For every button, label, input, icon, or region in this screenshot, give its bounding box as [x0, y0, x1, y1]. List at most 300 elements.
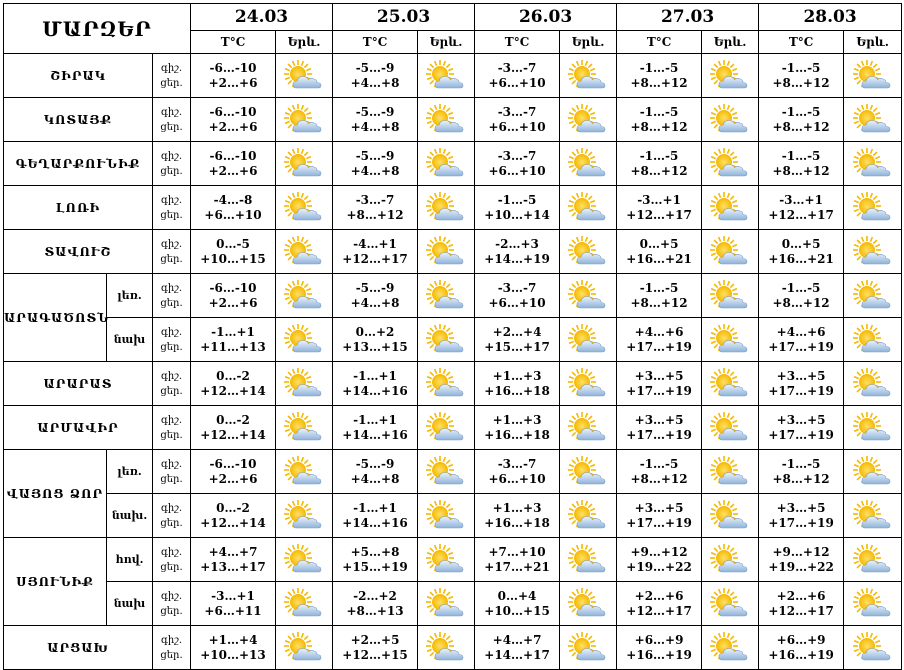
- night-label: գիշ.: [160, 106, 183, 118]
- day-label: ցեր.: [160, 385, 183, 397]
- night-temperature: -1…+1: [211, 324, 255, 339]
- table-row: [4, 142, 902, 186]
- day-temperature: +14…+16: [342, 515, 408, 530]
- night-temperature: +3…+5: [776, 500, 826, 515]
- temperature-cell: [475, 406, 560, 450]
- partly-cloudy-icon: [844, 494, 902, 538]
- period-labels: [153, 538, 191, 582]
- partly-cloudy-icon: [560, 54, 617, 98]
- day-temperature: +15…+17: [484, 339, 550, 354]
- partly-cloudy-icon: [702, 406, 759, 450]
- subregion-label: հով.: [107, 538, 153, 582]
- day-temperature: +16…+21: [768, 251, 834, 266]
- night-temperature: -3…-7: [497, 60, 537, 75]
- day-temperature: +4…+8: [350, 295, 400, 310]
- temperature-cell: [333, 450, 418, 494]
- temperature-cell: [617, 318, 702, 362]
- night-temperature: +1…+4: [208, 632, 258, 647]
- night-temperature: 0…-2: [216, 500, 250, 515]
- temperature-cell: [191, 142, 276, 186]
- table-row: [4, 274, 902, 318]
- partly-cloudy-icon: [702, 186, 759, 230]
- night-temperature: 0…+2: [355, 324, 395, 339]
- night-temperature: +4…+7: [492, 632, 542, 647]
- night-temperature: -3…-7: [497, 280, 537, 295]
- night-temperature: +3…+5: [776, 412, 826, 427]
- period-labels: [153, 274, 191, 318]
- temperature-cell: [333, 274, 418, 318]
- partly-cloudy-icon: [844, 318, 902, 362]
- day-temperature: +8…+12: [630, 119, 688, 134]
- night-temperature: -3…+1: [779, 192, 823, 207]
- night-temperature: -1…-5: [639, 280, 679, 295]
- partly-cloudy-icon: [702, 230, 759, 274]
- night-temperature: +3…+5: [634, 368, 684, 383]
- date-header: 26.03: [475, 4, 617, 31]
- day-temperature: +19…+22: [768, 559, 834, 574]
- partly-cloudy-icon: [418, 494, 475, 538]
- partly-cloudy-icon: [276, 362, 333, 406]
- day-temperature: +2…+6: [208, 119, 258, 134]
- day-temperature: +10…+15: [200, 251, 266, 266]
- day-temperature: +6…+10: [488, 163, 546, 178]
- day-temperature: +16…+19: [626, 647, 692, 662]
- night-temperature: -3…-7: [497, 148, 537, 163]
- temperature-cell: [191, 54, 276, 98]
- night-temperature: -1…-5: [639, 60, 679, 75]
- day-temperature: +2…+6: [208, 163, 258, 178]
- temperature-cell: [759, 54, 844, 98]
- day-label: ցեր.: [160, 605, 183, 617]
- day-temperature: +6…+11: [204, 603, 262, 618]
- table-row: [4, 54, 902, 98]
- period-labels: [153, 318, 191, 362]
- partly-cloudy-icon: [702, 274, 759, 318]
- regions-header: ՄԱՐԶԵՐ: [4, 4, 191, 54]
- night-temperature: -4…-8: [213, 192, 253, 207]
- temperature-cell: [191, 494, 276, 538]
- night-temperature: +3…+5: [776, 368, 826, 383]
- day-temperature: +8…+12: [630, 75, 688, 90]
- partly-cloudy-icon: [418, 318, 475, 362]
- night-temperature: -3…-7: [355, 192, 395, 207]
- temp-column-header: T°C: [333, 31, 418, 54]
- day-temperature: +17…+19: [626, 383, 692, 398]
- night-temperature: +2…+6: [776, 588, 826, 603]
- temperature-cell: [333, 318, 418, 362]
- temperature-cell: [475, 538, 560, 582]
- partly-cloudy-icon: [418, 274, 475, 318]
- region-name: ԳԵՂԱՐՔՈՒՆԻՔ: [4, 142, 153, 186]
- day-label: ցեր.: [160, 649, 183, 661]
- period-labels: [153, 450, 191, 494]
- temp-column-header: T°C: [759, 31, 844, 54]
- night-temperature: -6…-10: [209, 104, 257, 119]
- weather-column-header: Երև.: [844, 31, 902, 54]
- weather-column-header: Երև.: [560, 31, 617, 54]
- night-label: գիշ.: [160, 238, 183, 250]
- day-temperature: +8…+12: [772, 163, 830, 178]
- partly-cloudy-icon: [844, 98, 902, 142]
- temperature-cell: [617, 582, 702, 626]
- partly-cloudy-icon: [276, 54, 333, 98]
- night-temperature: -1…-5: [781, 280, 821, 295]
- temperature-cell: [759, 406, 844, 450]
- night-temperature: +1…+3: [492, 500, 542, 515]
- temperature-cell: [475, 450, 560, 494]
- night-temperature: -5…-9: [355, 104, 395, 119]
- table-row: [4, 318, 902, 362]
- temperature-cell: [191, 582, 276, 626]
- day-temperature: +14…+17: [484, 647, 550, 662]
- temperature-cell: [617, 54, 702, 98]
- temperature-cell: [333, 538, 418, 582]
- partly-cloudy-icon: [276, 494, 333, 538]
- day-temperature: +10…+14: [484, 207, 550, 222]
- subregion-label: նախ: [107, 582, 153, 626]
- night-label: գիշ.: [160, 62, 183, 74]
- partly-cloudy-icon: [418, 362, 475, 406]
- region-name: ՎԱՅՈՑ ՁՈՐ: [4, 450, 107, 538]
- partly-cloudy-icon: [276, 406, 333, 450]
- partly-cloudy-icon: [276, 98, 333, 142]
- date-header: 27.03: [617, 4, 759, 31]
- partly-cloudy-icon: [844, 450, 902, 494]
- partly-cloudy-icon: [844, 582, 902, 626]
- day-label: ցեր.: [160, 297, 183, 309]
- temperature-cell: [191, 274, 276, 318]
- temperature-cell: [333, 582, 418, 626]
- night-temperature: -5…-9: [355, 148, 395, 163]
- partly-cloudy-icon: [560, 230, 617, 274]
- day-temperature: +4…+8: [350, 471, 400, 486]
- night-temperature: +2…+5: [350, 632, 400, 647]
- day-temperature: +2…+6: [208, 295, 258, 310]
- day-temperature: +16…+18: [484, 515, 550, 530]
- temperature-cell: [191, 450, 276, 494]
- day-temperature: +16…+18: [484, 427, 550, 442]
- day-label: ցեր.: [160, 473, 183, 485]
- temperature-cell: [475, 494, 560, 538]
- partly-cloudy-icon: [560, 450, 617, 494]
- day-temperature: +8…+12: [772, 295, 830, 310]
- partly-cloudy-icon: [276, 450, 333, 494]
- night-temperature: -2…+2: [353, 588, 397, 603]
- partly-cloudy-icon: [418, 98, 475, 142]
- night-temperature: +6…+9: [634, 632, 684, 647]
- date-header: 28.03: [759, 4, 902, 31]
- temperature-cell: [333, 406, 418, 450]
- temperature-cell: [759, 362, 844, 406]
- night-temperature: -1…-5: [497, 192, 537, 207]
- temperature-cell: [333, 230, 418, 274]
- region-name: ՏԱՎՈՒՇ: [4, 230, 153, 274]
- period-labels: [153, 406, 191, 450]
- temperature-cell: [475, 98, 560, 142]
- night-temperature: +9…+12: [772, 544, 830, 559]
- temp-column-header: T°C: [191, 31, 276, 54]
- partly-cloudy-icon: [702, 582, 759, 626]
- period-labels: [153, 230, 191, 274]
- night-temperature: +4…+6: [776, 324, 826, 339]
- partly-cloudy-icon: [560, 494, 617, 538]
- partly-cloudy-icon: [844, 142, 902, 186]
- day-temperature: +16…+19: [768, 647, 834, 662]
- partly-cloudy-icon: [560, 186, 617, 230]
- subregion-label: նախ: [107, 318, 153, 362]
- temperature-cell: [333, 186, 418, 230]
- table-row: [4, 406, 902, 450]
- day-temperature: +10…+15: [484, 603, 550, 618]
- temp-column-header: T°C: [617, 31, 702, 54]
- day-temperature: +8…+12: [630, 471, 688, 486]
- night-temperature: +2…+6: [634, 588, 684, 603]
- day-temperature: +8…+12: [772, 75, 830, 90]
- temperature-cell: [191, 538, 276, 582]
- region-name: ԱՐՑԱԽ: [4, 626, 153, 670]
- night-temperature: -3…-7: [497, 104, 537, 119]
- weather-forecast-table: [3, 3, 902, 670]
- temperature-cell: [617, 406, 702, 450]
- partly-cloudy-icon: [560, 98, 617, 142]
- temperature-cell: [617, 494, 702, 538]
- day-temperature: +8…+12: [346, 207, 404, 222]
- temperature-cell: [333, 626, 418, 670]
- region-name: ԱՐԱՐԱՏ: [4, 362, 153, 406]
- night-temperature: -1…+1: [353, 368, 397, 383]
- temperature-cell: [617, 186, 702, 230]
- temperature-cell: [333, 362, 418, 406]
- day-temperature: +19…+22: [626, 559, 692, 574]
- day-temperature: +14…+16: [342, 383, 408, 398]
- subregion-label: նախ.: [107, 494, 153, 538]
- temperature-cell: [475, 186, 560, 230]
- partly-cloudy-icon: [844, 274, 902, 318]
- region-name: ՍՅՈՒՆԻՔ: [4, 538, 107, 626]
- day-temperature: +16…+21: [626, 251, 692, 266]
- day-label: ցեր.: [160, 121, 183, 133]
- temperature-cell: [617, 142, 702, 186]
- temperature-cell: [759, 98, 844, 142]
- temperature-cell: [759, 274, 844, 318]
- night-temperature: +6…+9: [776, 632, 826, 647]
- partly-cloudy-icon: [560, 274, 617, 318]
- day-temperature: +8…+12: [630, 163, 688, 178]
- temperature-cell: [191, 98, 276, 142]
- table-row: [4, 230, 902, 274]
- period-labels: [153, 54, 191, 98]
- night-temperature: -3…+1: [211, 588, 255, 603]
- period-labels: [153, 186, 191, 230]
- partly-cloudy-icon: [844, 186, 902, 230]
- day-label: ցեր.: [160, 253, 183, 265]
- partly-cloudy-icon: [560, 626, 617, 670]
- partly-cloudy-icon: [560, 318, 617, 362]
- day-label: ցեր.: [160, 77, 183, 89]
- night-temperature: +9…+12: [630, 544, 688, 559]
- partly-cloudy-icon: [560, 142, 617, 186]
- temperature-cell: [475, 362, 560, 406]
- temperature-cell: [191, 406, 276, 450]
- day-temperature: +17…+21: [484, 559, 550, 574]
- day-temperature: +6…+10: [488, 295, 546, 310]
- region-name: ԿՈՏԱՅՔ: [4, 98, 153, 142]
- partly-cloudy-icon: [418, 406, 475, 450]
- day-temperature: +12…+17: [342, 251, 408, 266]
- temperature-cell: [759, 450, 844, 494]
- weather-column-header: Երև.: [418, 31, 475, 54]
- night-label: գիշ.: [160, 634, 183, 646]
- night-temperature: +3…+5: [634, 500, 684, 515]
- night-temperature: -4…+1: [353, 236, 397, 251]
- partly-cloudy-icon: [844, 230, 902, 274]
- partly-cloudy-icon: [702, 538, 759, 582]
- day-temperature: +17…+19: [626, 427, 692, 442]
- night-temperature: -6…-10: [209, 280, 257, 295]
- day-label: ցեր.: [160, 209, 183, 221]
- night-temperature: +1…+3: [492, 412, 542, 427]
- night-label: գիշ.: [160, 458, 183, 470]
- partly-cloudy-icon: [418, 142, 475, 186]
- night-temperature: +3…+5: [634, 412, 684, 427]
- day-temperature: +17…+19: [626, 339, 692, 354]
- temperature-cell: [617, 626, 702, 670]
- temperature-cell: [475, 230, 560, 274]
- partly-cloudy-icon: [844, 626, 902, 670]
- partly-cloudy-icon: [418, 186, 475, 230]
- day-temperature: +11…+13: [200, 339, 266, 354]
- temperature-cell: [475, 582, 560, 626]
- night-label: գիշ.: [160, 326, 183, 338]
- day-temperature: +15…+19: [342, 559, 408, 574]
- night-temperature: -6…-10: [209, 60, 257, 75]
- period-labels: [153, 98, 191, 142]
- subregion-label: լեռ.: [107, 274, 153, 318]
- day-temperature: +8…+12: [772, 471, 830, 486]
- partly-cloudy-icon: [276, 626, 333, 670]
- table-row: [4, 626, 902, 670]
- night-temperature: -1…-5: [781, 148, 821, 163]
- night-temperature: +5…+8: [350, 544, 400, 559]
- date-header: 24.03: [191, 4, 333, 31]
- region-name: ՇԻՐԱԿ: [4, 54, 153, 98]
- day-temperature: +12…+17: [626, 207, 692, 222]
- day-temperature: +2…+6: [208, 471, 258, 486]
- partly-cloudy-icon: [844, 362, 902, 406]
- temperature-cell: [759, 626, 844, 670]
- partly-cloudy-icon: [702, 494, 759, 538]
- partly-cloudy-icon: [702, 98, 759, 142]
- night-temperature: -5…-9: [355, 456, 395, 471]
- day-temperature: +12…+14: [200, 515, 266, 530]
- partly-cloudy-icon: [560, 538, 617, 582]
- table-row: [4, 538, 902, 582]
- temp-column-header: T°C: [475, 31, 560, 54]
- temperature-cell: [191, 230, 276, 274]
- subregion-label: լեռ.: [107, 450, 153, 494]
- partly-cloudy-icon: [702, 142, 759, 186]
- day-temperature: +12…+14: [200, 427, 266, 442]
- day-temperature: +12…+17: [768, 603, 834, 618]
- period-labels: [153, 362, 191, 406]
- partly-cloudy-icon: [844, 538, 902, 582]
- night-label: գիշ.: [160, 194, 183, 206]
- partly-cloudy-icon: [560, 582, 617, 626]
- night-temperature: -1…-5: [781, 60, 821, 75]
- day-temperature: +8…+12: [630, 295, 688, 310]
- day-temperature: +17…+19: [768, 383, 834, 398]
- temperature-cell: [617, 538, 702, 582]
- day-label: ցեր.: [160, 341, 183, 353]
- night-temperature: +4…+7: [208, 544, 258, 559]
- night-temperature: 0…-2: [216, 368, 250, 383]
- night-label: գիշ.: [160, 370, 183, 382]
- partly-cloudy-icon: [844, 406, 902, 450]
- temperature-cell: [475, 142, 560, 186]
- partly-cloudy-icon: [702, 318, 759, 362]
- day-label: ցեր.: [160, 517, 183, 529]
- temperature-cell: [759, 494, 844, 538]
- weather-column-header: Երև.: [702, 31, 759, 54]
- partly-cloudy-icon: [418, 582, 475, 626]
- night-label: գիշ.: [160, 282, 183, 294]
- day-temperature: +12…+15: [342, 647, 408, 662]
- table-row: [4, 186, 902, 230]
- day-temperature: +6…+10: [488, 75, 546, 90]
- night-temperature: 0…+5: [639, 236, 679, 251]
- temperature-cell: [759, 142, 844, 186]
- night-label: գիշ.: [160, 414, 183, 426]
- night-temperature: +7…+10: [488, 544, 546, 559]
- night-temperature: -1…-5: [639, 104, 679, 119]
- day-temperature: +4…+8: [350, 163, 400, 178]
- day-temperature: +6…+10: [488, 471, 546, 486]
- night-label: գիշ.: [160, 546, 183, 558]
- table-row: [4, 582, 902, 626]
- partly-cloudy-icon: [276, 318, 333, 362]
- partly-cloudy-icon: [418, 54, 475, 98]
- night-temperature: -1…-5: [639, 148, 679, 163]
- partly-cloudy-icon: [276, 230, 333, 274]
- temperature-cell: [333, 494, 418, 538]
- temperature-cell: [759, 230, 844, 274]
- day-temperature: +14…+16: [342, 427, 408, 442]
- temperature-cell: [191, 626, 276, 670]
- day-temperature: +13…+17: [200, 559, 266, 574]
- temperature-cell: [617, 450, 702, 494]
- table-row: [4, 450, 902, 494]
- period-labels: [153, 582, 191, 626]
- partly-cloudy-icon: [418, 230, 475, 274]
- temperature-cell: [191, 362, 276, 406]
- temperature-cell: [759, 318, 844, 362]
- weather-column-header: Երև.: [276, 31, 333, 54]
- night-temperature: -5…-9: [355, 60, 395, 75]
- night-temperature: 0…+4: [497, 588, 537, 603]
- temperature-cell: [333, 54, 418, 98]
- temperature-cell: [475, 54, 560, 98]
- day-temperature: +14…+19: [484, 251, 550, 266]
- day-temperature: +6…+10: [488, 119, 546, 134]
- night-temperature: -6…-10: [209, 456, 257, 471]
- temperature-cell: [617, 362, 702, 406]
- partly-cloudy-icon: [844, 54, 902, 98]
- temperature-cell: [759, 582, 844, 626]
- region-name: ԱՐՄԱՎԻՐ: [4, 406, 153, 450]
- day-temperature: +4…+8: [350, 119, 400, 134]
- partly-cloudy-icon: [702, 450, 759, 494]
- day-temperature: +17…+19: [626, 515, 692, 530]
